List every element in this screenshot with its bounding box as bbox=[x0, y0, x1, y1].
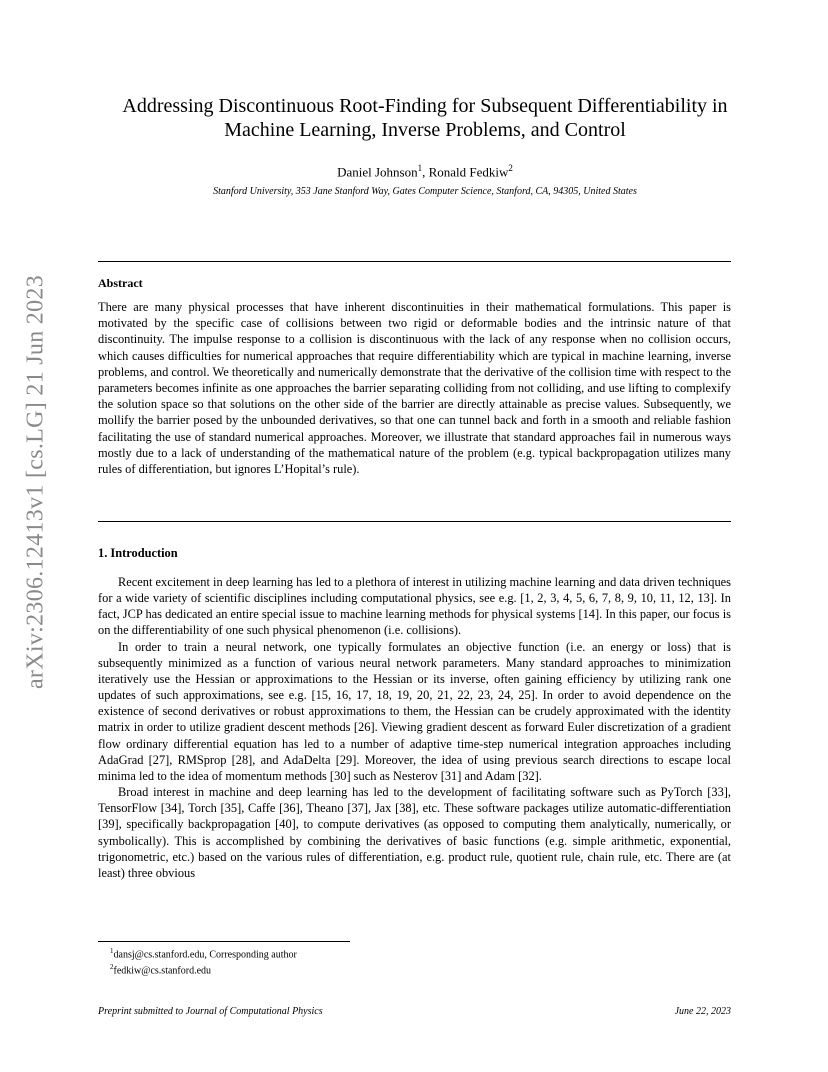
footer-journal: Preprint submitted to Journal of Computational Physics bbox=[98, 1006, 323, 1017]
title-line-2: Machine Learning, Inverse Problems, and Control bbox=[224, 119, 626, 141]
affiliation: Stanford University, 353 Jane Stanford Way, Gates Computer Science, Stanford, CA, 94305, United States bbox=[213, 186, 637, 197]
footnotes bbox=[110, 945, 297, 978]
footnote-rule bbox=[98, 941, 350, 942]
introduction-body bbox=[98, 574, 731, 881]
footnote-text: dansj@cs.stanford.edu, Corresponding author bbox=[113, 949, 297, 961]
footer-date: June 22, 2023 bbox=[674, 1006, 731, 1017]
arxiv-id-text: arXiv:2306.12413v1 [cs.LG] 21 Jun 2023 bbox=[22, 274, 49, 690]
intro-paragraph: In order to train a neural network, one typically formulates an objective function (i.e. an energy or loss) that is subsequently minimized as a function of various neural network parameters. Many standard approaches to minimization iteratively use the Hessian or approximations to the Hessian or its inverse, often gaining efficiency by utilizing rank one updates of such approximations, see e.g. [15, 16, 17, 18, 19, 20, 21, 22, 23, 24, 25]. In order to avoid dependence on the existence of second derivatives or robust approximations to them, the Hessian can be crudely approximated with the identity matrix in order to utilize gradient descent methods [26]. Viewing gradient descent as forward Euler discretization of a gradient flow ordinary differential equation has led to a number of adaptive time-step numerical integration approaches including AdaGrad [27], RMSprop [28], and AdaDelta [29]. Moreover, the idea of using previous search directions to escape local minima led to the idea of momentum methods [30] such as Nesterov [31] and Adam [32]. bbox=[98, 639, 731, 783]
abstract-bottom-rule bbox=[98, 521, 731, 522]
author-mark: 1 bbox=[417, 163, 423, 173]
footnote-mark: 2 bbox=[110, 963, 114, 972]
author-name: Ronald Fedkiw bbox=[428, 164, 509, 180]
author-mark: 2 bbox=[508, 163, 513, 173]
author-list: Daniel Johnson$^1$, Ronald Fedkiw$^2$ bbox=[337, 163, 513, 180]
footnote bbox=[110, 961, 297, 977]
paper-title bbox=[90, 94, 760, 142]
footnote-text: fedkiw@cs.stanford.edu bbox=[113, 965, 212, 977]
footnote-mark: 1 bbox=[110, 947, 114, 955]
footnote bbox=[110, 945, 297, 961]
title-line-1: Addressing Discontinuous Root-Finding for Subsequent Differentiability in bbox=[122, 95, 728, 117]
abstract-top-rule bbox=[98, 261, 731, 262]
intro-paragraph: Broad interest in machine and deep learning has led to the development of facilitating software such as PyTorch [33], TensorFlow [34], Torch [35], Caffe [36], Theano [37], Jax [38], etc. These software packages utilize automatic-differentiation [39], specifically backpropagation [40], to compute derivatives (as opposed to computing them analytically, numerically, or symbolically). This is accomplished by combining the derivatives of basic functions (e.g. simple arithmetic, exponential, trigonometric, etc.) based on the various rules of differentiation, e.g. product rule, quotient rule, chain rule, etc. There are (at least) three obvious bbox=[98, 785, 731, 880]
author-name: Daniel Johnson bbox=[337, 164, 418, 180]
section-heading: 1. Introduction bbox=[98, 546, 178, 560]
abstract-body: There are many physical processes that have inherent discontinuities in their mathematical formulations. This paper is motivated by the specific case of collisions between two rigid or deformable bodies and the intrinsic nature of that discontinuity. The impulse response to a collision is discontinuous with the lack of any response when no collision occurs, which causes difficulties for numerical approaches that require differentiability which are typical in machine learning, inverse problems, and control. We theoretically and numerically demonstrate that the derivative of the collision time with respect to the parameters becomes infinite as one approaches the barrier separating colliding from not colliding, and use lifting to complexify the solution space so that solutions on the other side of the barrier are directly attainable as precise values. Subsequently, we mollify the barrier posed by the unbounded derivatives, so that one can tunnel back and forth in a smooth and reliable fashion facilitating the use of standard numerical approaches. Moreover, we illustrate that standard approaches fail in numerous ways mostly due to a lack of understanding of the mathematical nature of the problem (e.g. typical backpropagation utilizes many rules of differentiation, but ignores L’Hopital’s rule). bbox=[98, 300, 731, 477]
intro-paragraph: Recent excitement in deep learning has led to a plethora of interest in utilizing machine learning and data driven techniques for a wide variety of scientific disciplines including computational physics, see e.g. [1, 2, 3, 4, 5, 6, 7, 8, 9, 10, 11, 12, 13]. In fact, JCP has dedicated an entire special issue to machine learning methods for physical systems [14]. In this paper, our focus is on the differentiability of one such physical phenomenon (i.e. collisions). bbox=[98, 575, 731, 638]
abstract-heading: Abstract bbox=[98, 276, 143, 290]
arxiv-side-identifier bbox=[22, 0, 50, 1072]
